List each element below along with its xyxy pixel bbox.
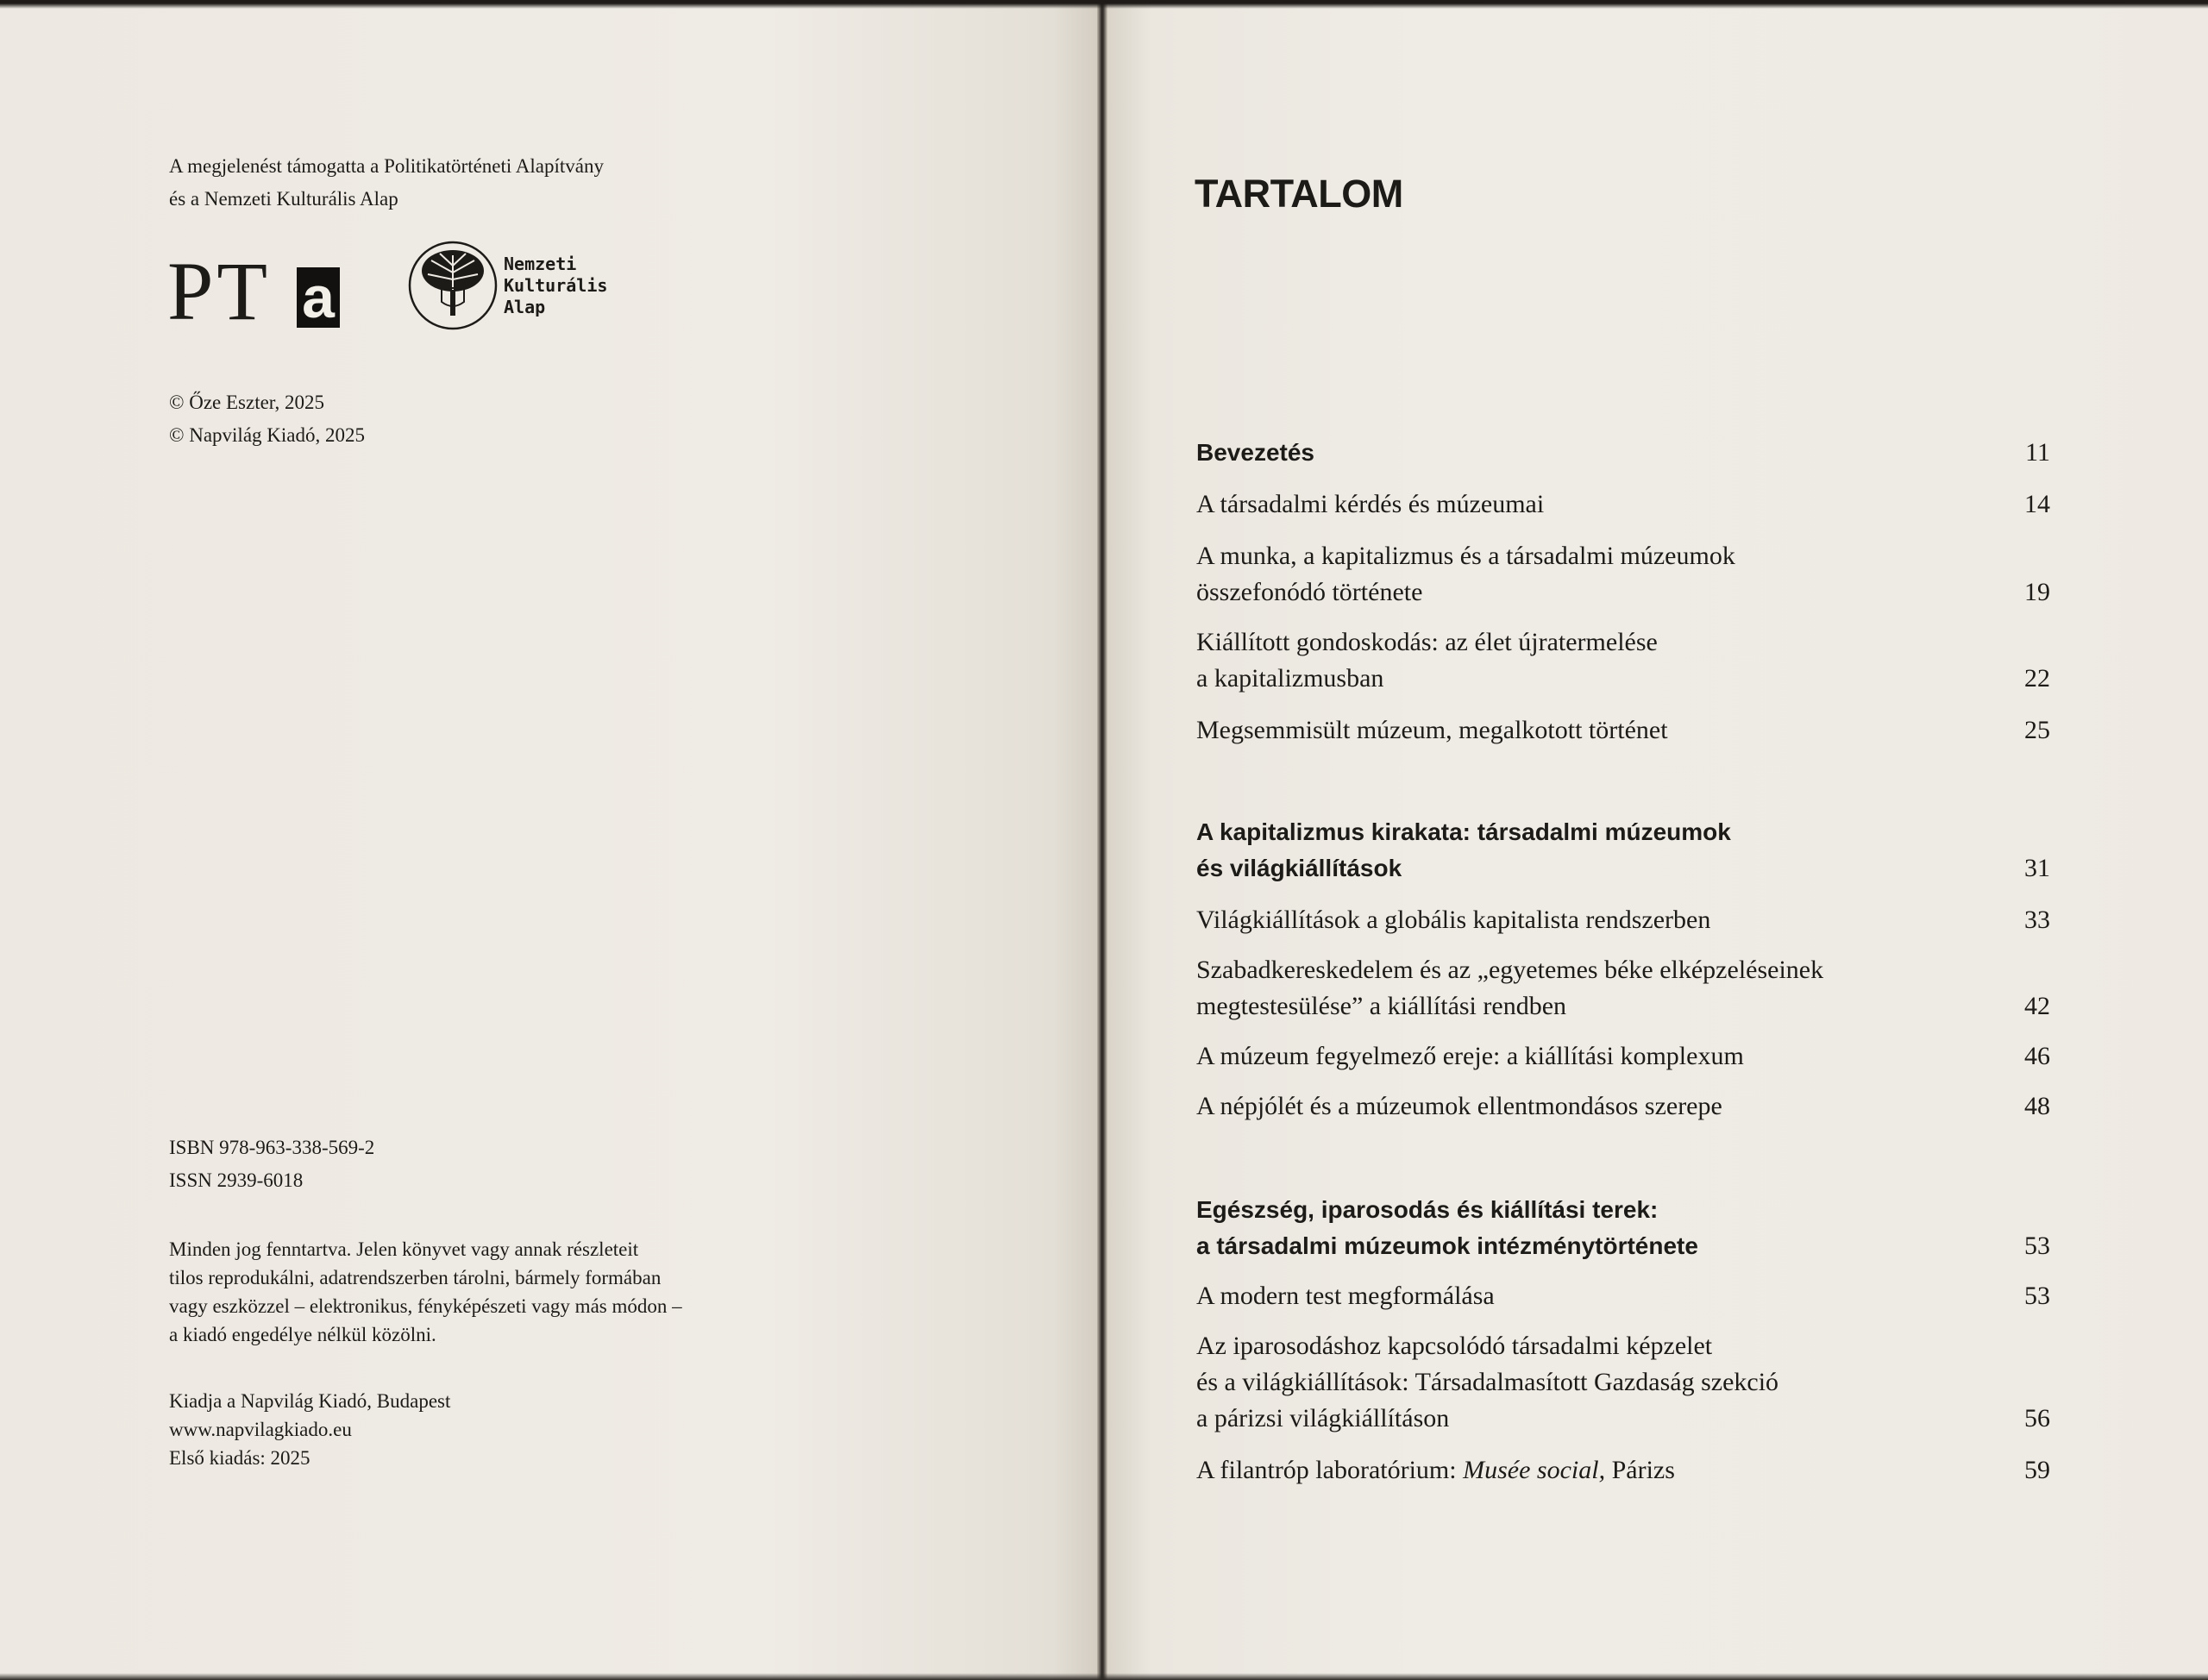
toc-entry-line: összefonódó története bbox=[1196, 578, 1423, 606]
toc-page-number: 53 bbox=[2024, 1232, 2050, 1260]
toc-entry-line: A társadalmi kérdés és múzeumai bbox=[1196, 490, 1545, 518]
copyright-line-1: © Őze Eszter, 2025 bbox=[169, 392, 325, 413]
support-notice bbox=[169, 150, 773, 216]
toc-entry-line: Bevezetés bbox=[1196, 439, 1314, 466]
support-line-2: és a Nemzeti Kulturális Alap bbox=[169, 188, 398, 210]
isbn-block bbox=[169, 1131, 374, 1197]
toc-page-number: 19 bbox=[2024, 578, 2050, 606]
toc-entry bbox=[1196, 435, 2050, 471]
toc-entry-line: Kiállított gondoskodás: az élet újratermelése bbox=[1196, 628, 1658, 656]
toc-entry bbox=[1196, 712, 2050, 749]
toc-entry-italic: Musée social, bbox=[1463, 1456, 1606, 1484]
rights-line-4: a kiadó engedélye nélkül közölni. bbox=[169, 1324, 436, 1345]
toc-entry-line: A kapitalizmus kirakata: társadalmi múzeumok bbox=[1196, 818, 1731, 845]
copyright-line-2: © Napvilág Kiadó, 2025 bbox=[169, 424, 365, 446]
nka-line-1: Nemzeti bbox=[504, 254, 577, 274]
isbn-number: ISBN 978-963-338-569-2 bbox=[169, 1137, 375, 1158]
toc-page-number: 53 bbox=[2024, 1282, 2050, 1310]
toc-page-number: 25 bbox=[2024, 716, 2050, 744]
nka-line-3: Alap bbox=[504, 297, 546, 317]
toc-entry bbox=[1196, 624, 2050, 697]
rights-notice bbox=[169, 1235, 825, 1349]
toc-entry-line: Szabadkereskedelem és az „egyetemes béke elképzeléseinek bbox=[1196, 956, 1824, 984]
toc-entry-line: a társadalmi múzeumok intézménytörténete bbox=[1196, 1232, 1698, 1259]
toc-entry-line: A múzeum fegyelmező ereje: a kiállítási komplexum bbox=[1196, 1042, 1744, 1070]
rights-line-1: Minden jog fenntartva. Jelen könyvet vagy annak részleteit bbox=[169, 1238, 639, 1260]
toc-page-number: 14 bbox=[2024, 490, 2050, 518]
rights-line-3: vagy eszközzel – elektronikus, fényképészeti vagy más módon – bbox=[169, 1295, 682, 1317]
toc-entry bbox=[1196, 814, 2050, 887]
rights-line-2: tilos reprodukálni, adatrendszerben tárolni, bármely formában bbox=[169, 1267, 662, 1288]
toc-entry-line: a párizsi világkiállításon bbox=[1196, 1404, 1450, 1432]
publisher-url: www.napvilagkiado.eu bbox=[169, 1419, 352, 1440]
toc-entry-line: és világkiállítások bbox=[1196, 855, 1402, 881]
toc-page-number: 46 bbox=[2024, 1042, 2050, 1070]
nka-tree-logo-icon bbox=[405, 238, 500, 333]
scan-top-edge bbox=[0, 0, 2208, 9]
toc-entry-line: A munka, a kapitalizmus és a társadalmi múzeumok bbox=[1196, 542, 1735, 570]
book-gutter bbox=[1097, 0, 1107, 1680]
support-line-1: A megjelenést támogatta a Politikatörténeti Alapítvány bbox=[169, 155, 604, 177]
toc-entry-line: és a világkiállítások: Társadalmasított Gazdaság szekció bbox=[1196, 1368, 1779, 1396]
issn-number: ISSN 2939-6018 bbox=[169, 1169, 304, 1191]
pta-logo-box: a bbox=[297, 267, 340, 328]
publisher-info bbox=[169, 1387, 450, 1472]
toc-entry-line: megtestesülése” a kiállítási rendben bbox=[1196, 992, 1567, 1020]
copyright-notice bbox=[169, 386, 365, 452]
scan-bottom-edge bbox=[0, 1673, 2208, 1680]
toc-title: TARTALOM bbox=[1195, 172, 1403, 216]
toc-page-number: 48 bbox=[2024, 1092, 2050, 1120]
toc-entry-line: Világkiállítások a globális kapitalista rendszerben bbox=[1196, 906, 1711, 934]
toc-entry-line: A népjólét és a múzeumok ellentmondásos szerepe bbox=[1196, 1092, 1722, 1120]
toc-page-number: 42 bbox=[2024, 992, 2050, 1020]
toc-page-number: 59 bbox=[2024, 1456, 2050, 1484]
nka-line-2: Kulturális bbox=[504, 275, 608, 296]
sponsor-logos bbox=[167, 235, 616, 347]
toc-entry bbox=[1196, 486, 2050, 523]
first-edition: Első kiadás: 2025 bbox=[169, 1447, 310, 1469]
nka-logo-text bbox=[504, 254, 607, 318]
toc-page-number: 33 bbox=[2024, 906, 2050, 934]
toc-page-number: 31 bbox=[2024, 854, 2050, 882]
toc-page-number: 22 bbox=[2024, 664, 2050, 693]
toc-entry bbox=[1196, 902, 2050, 938]
toc-entry-line: a kapitalizmusban bbox=[1196, 664, 1384, 693]
publisher-line-1: Kiadja a Napvilág Kiadó, Budapest bbox=[169, 1390, 451, 1412]
toc-entry-line bbox=[1196, 1452, 1955, 1489]
toc-entry-line: Megsemmisült múzeum, megalkotott történet bbox=[1196, 716, 1668, 744]
toc-entry bbox=[1196, 1088, 2050, 1125]
toc-entry bbox=[1196, 1452, 2050, 1489]
toc-entry-line: Egészség, iparosodás és kiállítási terek: bbox=[1196, 1196, 1659, 1223]
toc-entry bbox=[1196, 538, 2050, 611]
toc-entry-text: Párizs bbox=[1605, 1456, 1675, 1484]
toc-page-number: 56 bbox=[2024, 1404, 2050, 1432]
toc-page-number: 11 bbox=[2025, 438, 2050, 467]
toc-entry bbox=[1196, 1192, 2050, 1264]
toc-entry-line: A modern test megformálása bbox=[1196, 1282, 1495, 1310]
toc-entry bbox=[1196, 1038, 2050, 1075]
toc-entry-text: A filantróp laboratórium: bbox=[1196, 1456, 1464, 1484]
pta-logo-text: PT bbox=[167, 245, 272, 337]
toc-entry bbox=[1196, 1278, 2050, 1314]
toc-entry bbox=[1196, 952, 2050, 1025]
toc-entry-line: Az iparosodáshoz kapcsolódó társadalmi képzelet bbox=[1196, 1332, 1713, 1360]
toc-entry bbox=[1196, 1328, 2050, 1437]
